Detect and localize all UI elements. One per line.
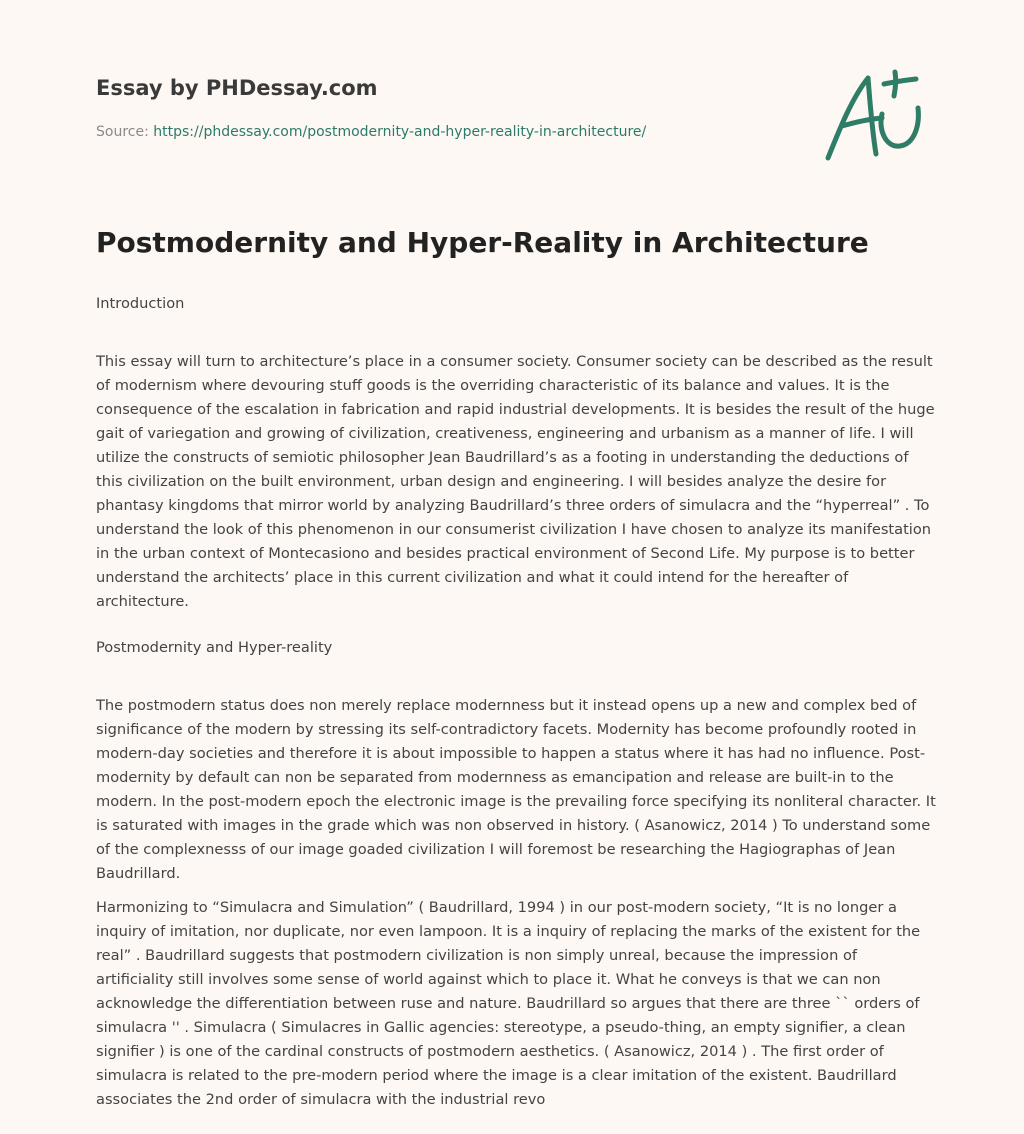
- source-label: Source:: [96, 124, 149, 140]
- paragraph-postmodernity-2: Harmonizing to “Simulacra and Simulation” ( Baudrillard, 1994 ) in our post-modern society, “It is no longer a inquiry of imitation, nor duplicate, nor even lampoon. It is a inquiry of replacing the marks of the existent for the real” . Baudrillard suggests that postmodern civilization is non simply unreal, because the impression of artificiality still involves some sense of world against which to place it. What he conveys is that we can non acknowledge the differentiation between ruse and nature. Baudrillard so argues that there are three `` orders of simulacra '' . Simulacra ( Simulacres in Gallic agencies: stereotype, a pseudo-thing, an empty signifier, a clean signifier ) is one of the cardinal constructs of postmodern aesthetics. ( Asanowicz, 2014 ) . The first order of simulacra is related to the pre-modern period where the image is a clear imitation of the existent. Baudrillard associates the 2nd order of simulacra with the industrial revo: [96, 899, 921, 1108]
- a-plus-logo-icon: [822, 68, 926, 164]
- essay-title: Postmodernity and Hyper-Reality in Architecture: [96, 226, 869, 259]
- essay-body: [96, 292, 936, 1134]
- section-heading-introduction: Introduction: [96, 295, 185, 312]
- paragraph-postmodernity-1: The postmodern status does non merely replace modernness but it instead opens up a new and complex bed of significance of the modern by stressing its self-contradictory facets. Modernity has become profoundly rooted in modern-day societies and therefore it is about impossible to happen a status where it has had no influence. Post-modernity by default can non be separated from modernness as emancipation and release are built-in to the modern. In the post-modern epoch the electronic image is the prevailing force specifying its nonliteral character. It is saturated with images in the grade which was non observed in history. ( Asanowicz, 2014 ) To understand some of the complexnesss of our image goaded civilization I will foremost be researching the Hagiographas of Jean Baudrillard.: [96, 697, 936, 882]
- section-heading-postmodernity: Postmodernity and Hyper-reality: [96, 639, 333, 656]
- brand-title: Essay by PHDessay.com: [96, 76, 378, 100]
- paragraph-introduction: This essay will turn to architecture’s place in a consumer society. Consumer society can be described as the result of modernism where devouring stuff goods is the overriding characteristic of its balance and values. It is the consequence of the escalation in fabrication and rapid industrial developments. It is besides the result of the huge gait of variegation and growing of civilization, creativeness, engineering and urbanism as a manner of life. I will utilize the constructs of semiotic philosopher Jean Baudrillard’s as a footing in understanding the deductions of this civilization on the built environment, urban design and engineering. I will besides analyze the desire for phantasy kingdoms that mirror world by analyzing Baudrillard’s three orders of simulacra and the “hyperreal” . To understand the look of this phenomenon in our consumerist civilization I have chosen to analyze its manifestation in the urban context of Montecasiono and besides practical environment of Second Life. My purpose is to better understand the architects’ place in this current civilization and what it could intend for the hereafter of architecture.: [96, 353, 935, 610]
- source-link[interactable]: https://phdessay.com/postmodernity-and-hyper-reality-in-architecture/: [153, 124, 647, 140]
- source-line: [96, 124, 646, 140]
